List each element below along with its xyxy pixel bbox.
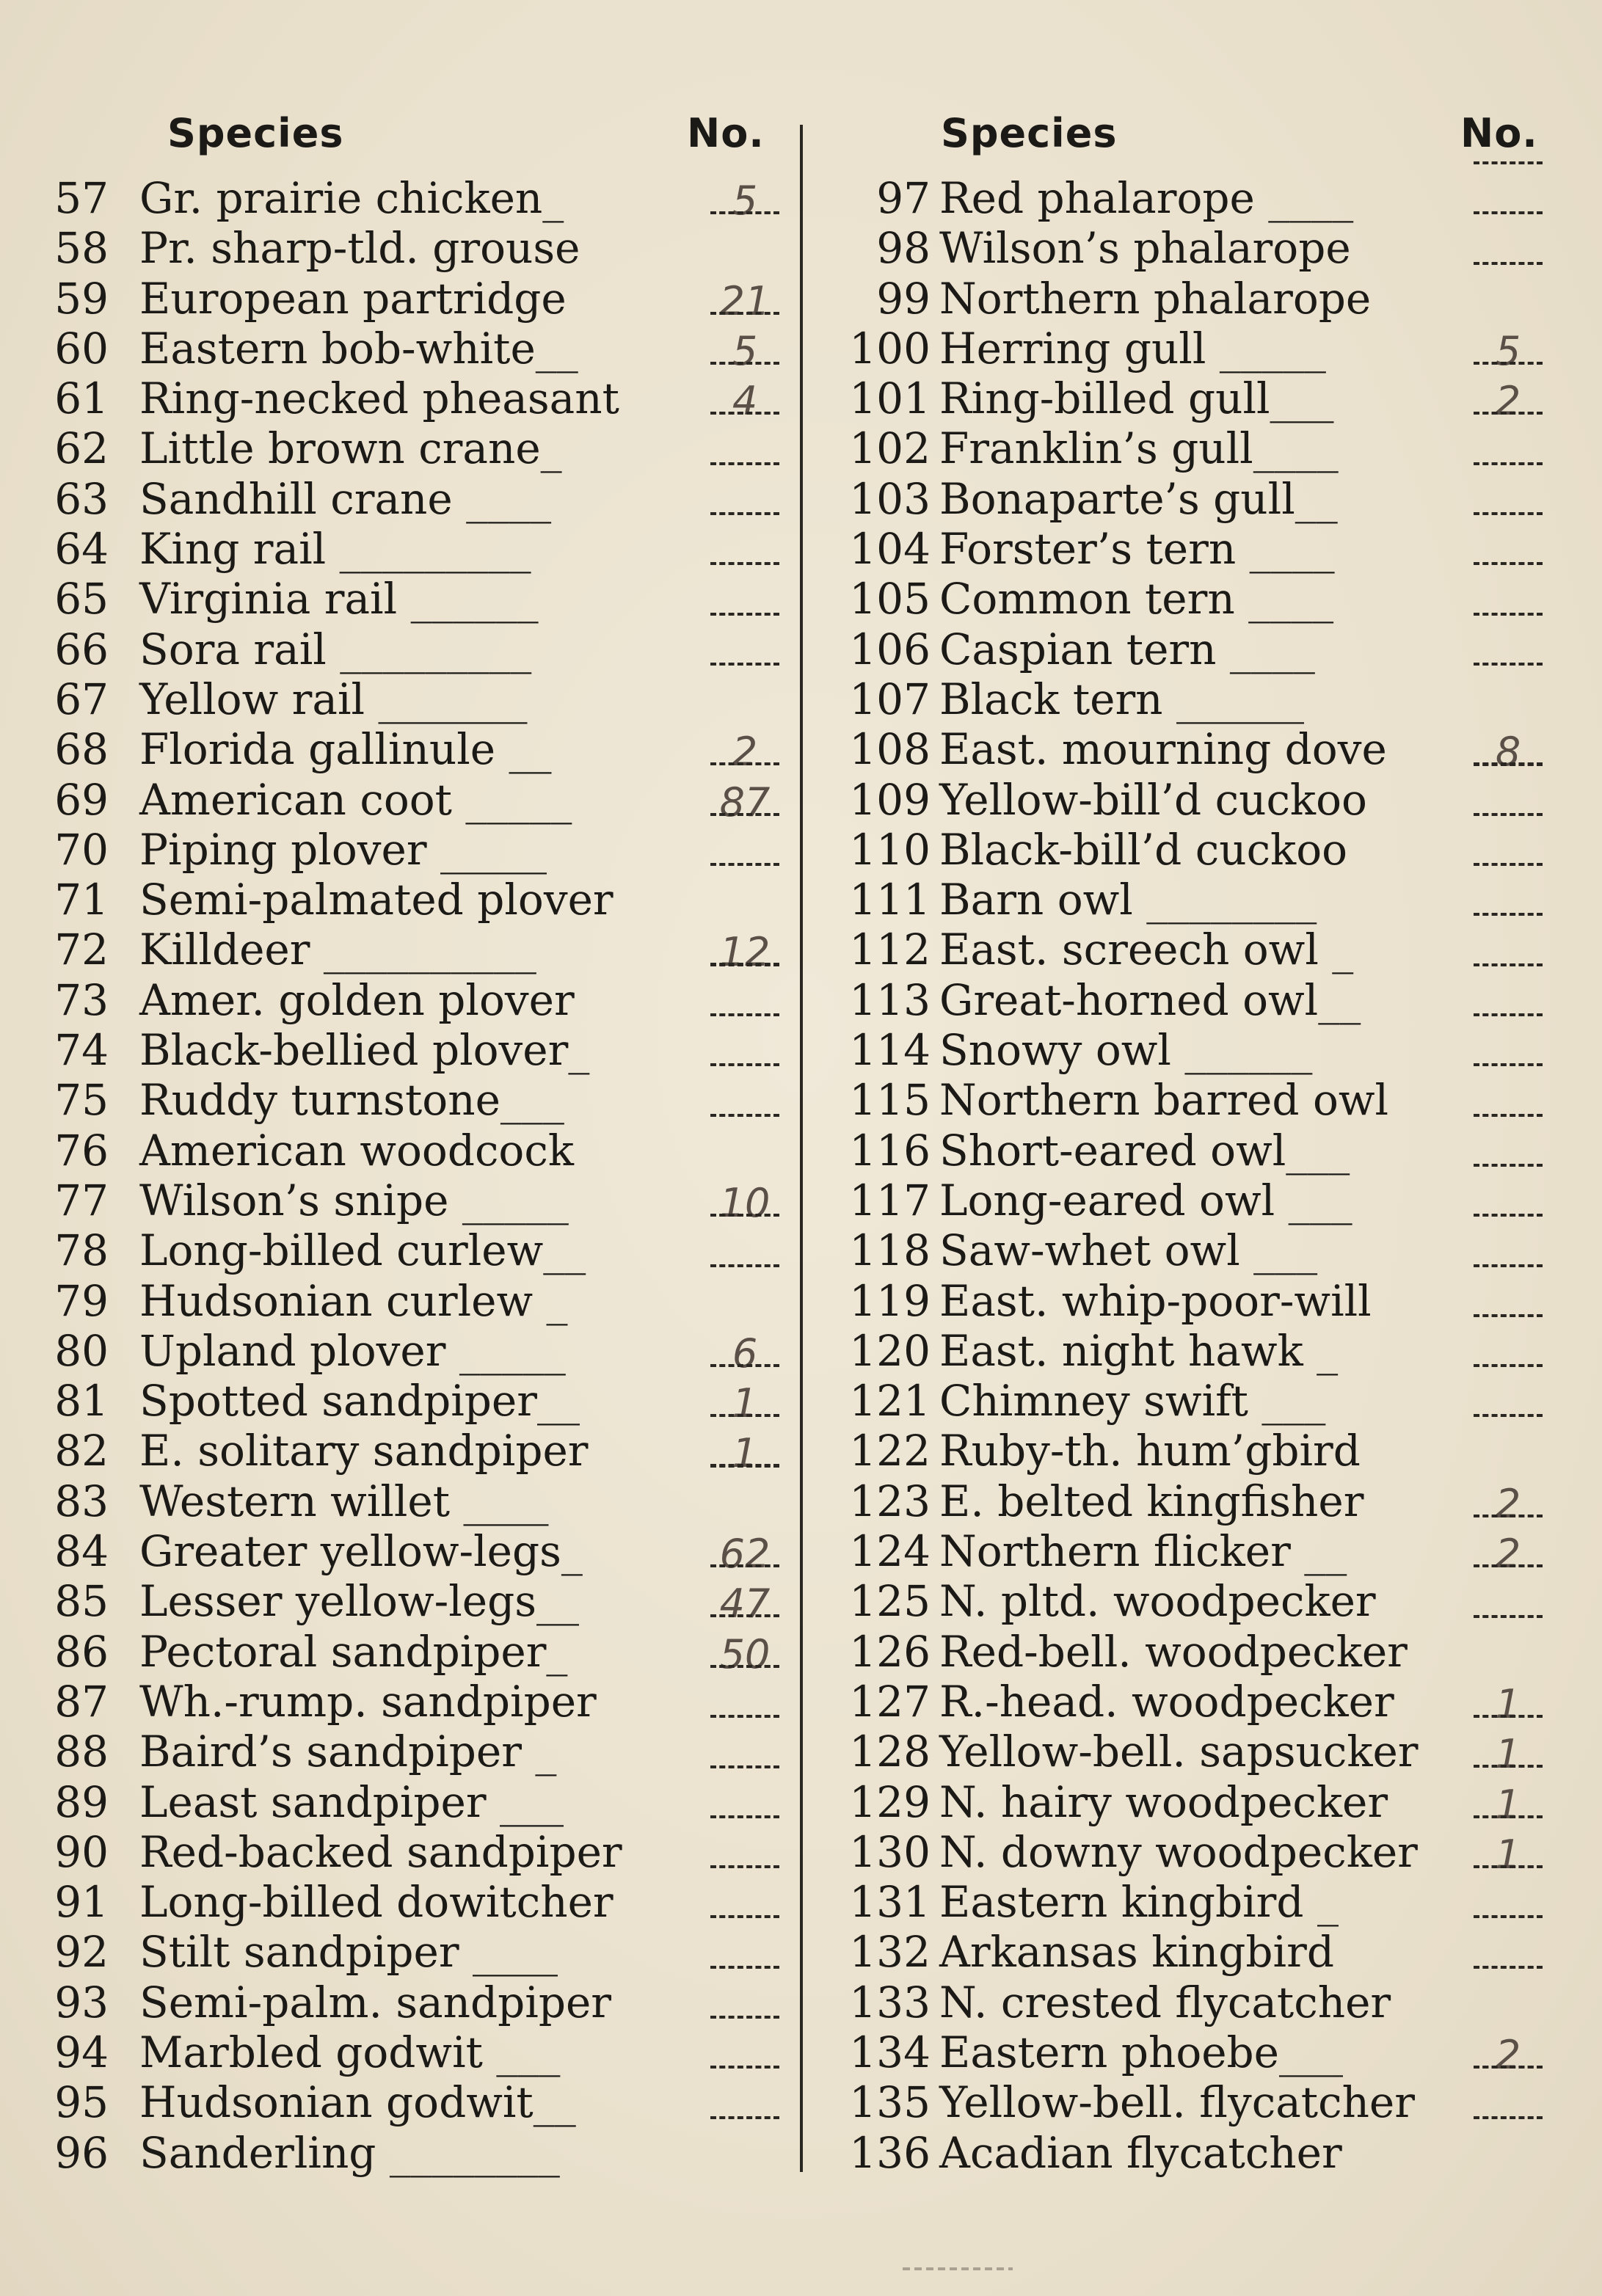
species-number: 124 (849, 1526, 931, 1577)
species-row (0, 925, 800, 974)
species-row (0, 173, 800, 223)
species-name: Amer. golden plover (139, 974, 575, 1025)
species-number: 60 (54, 323, 109, 373)
species-name: Pr. sharp-tld. grouse (139, 223, 580, 274)
species-row (0, 1426, 800, 1476)
species-number: 92 (54, 1927, 109, 1978)
species-name: Black-bill’d cuckoo (939, 824, 1348, 875)
species-row (800, 624, 1602, 674)
species-name: East. whip-poor-will (939, 1275, 1372, 1326)
species-name: Red-backed sandpiper (139, 1826, 622, 1877)
species-number: 128 (849, 1727, 931, 1777)
species-row (0, 324, 800, 373)
species-row (0, 1927, 800, 1977)
species-number: 111 (849, 875, 931, 925)
species-row (800, 2128, 1602, 2178)
species-row (800, 1827, 1602, 1877)
species-number: 115 (849, 1075, 931, 1126)
species-number: 84 (54, 1526, 109, 1577)
species-name: Yellow-bell. sapsucker (939, 1727, 1419, 1777)
tally-count: 12 (704, 927, 785, 977)
species-number: 83 (54, 1476, 109, 1526)
tally-count: 1 (1468, 1830, 1548, 1880)
species-name: Saw-whet owl ___ (939, 1225, 1318, 1276)
species-row (800, 925, 1602, 974)
species-number: 62 (54, 423, 109, 474)
species-name: Ruby-th. hum’gbird (939, 1426, 1361, 1476)
species-number: 101 (849, 373, 931, 424)
tally-count: 1 (1468, 1680, 1548, 1730)
species-row (0, 223, 800, 273)
species-name: Northern barred owl (939, 1075, 1389, 1126)
tally-count: 2 (1468, 376, 1548, 426)
species-name: Black-bellied plover_ (139, 1025, 590, 1076)
species-header: Species (167, 110, 344, 156)
species-number: 125 (849, 1576, 931, 1627)
species-name: Black tern ______ (939, 674, 1304, 724)
species-row (800, 1927, 1602, 1977)
species-name: Eastern bob-white__ (139, 323, 578, 373)
tally-count: 5 (704, 176, 785, 226)
species-name: Yellow-bill’d cuckoo (939, 774, 1367, 825)
species-row (800, 1576, 1602, 1626)
species-row (800, 1126, 1602, 1176)
species-number: 102 (849, 423, 931, 474)
species-name: Ruddy turnstone___ (139, 1075, 564, 1126)
species-row (0, 524, 800, 574)
species-row (0, 1727, 800, 1776)
species-number: 116 (849, 1125, 931, 1176)
species-number: 70 (54, 824, 109, 875)
species-number: 76 (54, 1125, 109, 1176)
species-number: 74 (54, 1025, 109, 1076)
species-row (0, 1075, 800, 1125)
species-number: 130 (849, 1826, 931, 1877)
species-name: Stilt sandpiper ____ (139, 1927, 558, 1978)
species-number: 82 (54, 1426, 109, 1476)
species-number: 133 (849, 1977, 931, 2027)
tally-count: 62 (704, 1529, 785, 1579)
species-list (0, 173, 800, 2178)
species-number: 87 (54, 1676, 109, 1727)
tally-count: 5 (704, 327, 785, 376)
species-name: Long-billed curlew__ (139, 1225, 586, 1276)
species-name: Long-eared owl ___ (939, 1175, 1352, 1225)
species-name: East. night hawk _ (939, 1325, 1339, 1376)
species-name: East. mourning dove (939, 724, 1387, 775)
species-row (0, 1877, 800, 1927)
species-number: 68 (54, 724, 109, 775)
species-name: Short-eared owl___ (939, 1125, 1350, 1176)
species-row (800, 724, 1602, 774)
species-name: Semi-palm. sandpiper (139, 1977, 612, 2027)
species-name: N. crested flycatcher (939, 1977, 1391, 2027)
species-row (0, 474, 800, 524)
species-row (800, 1426, 1602, 1476)
tally-count: 50 (704, 1630, 785, 1680)
species-number: 94 (54, 2027, 109, 2077)
species-row (0, 1176, 800, 1225)
species-name: Wilson’s phalarope (939, 223, 1351, 274)
species-name: Piping plover _____ (139, 824, 547, 875)
species-name: Yellow rail _______ (139, 674, 528, 724)
species-row (800, 1627, 1602, 1677)
species-row (0, 2077, 800, 2127)
tally-count: 2 (1468, 1529, 1548, 1579)
species-name: King rail _________ (139, 524, 531, 575)
species-row (0, 1677, 800, 1727)
species-name: Barn owl ________ (939, 875, 1317, 925)
species-number: 112 (849, 925, 931, 975)
species-number: 91 (54, 1877, 109, 1928)
species-row (800, 1526, 1602, 1576)
species-number: 108 (849, 724, 931, 775)
species-number: 100 (849, 323, 931, 373)
species-name: N. downy woodpecker (939, 1826, 1418, 1877)
species-name: Northern flicker __ (939, 1526, 1347, 1577)
species-row (800, 1176, 1602, 1225)
species-name: E. solitary sandpiper (139, 1426, 589, 1476)
species-list (800, 173, 1602, 2178)
species-row (800, 1276, 1602, 1326)
species-name: European partridge (139, 273, 567, 324)
species-row (0, 875, 800, 925)
species-number: 72 (54, 925, 109, 975)
tally-count: 21 (704, 277, 785, 327)
species-name: Semi-palmated plover (139, 875, 614, 925)
species-number: 69 (54, 774, 109, 825)
species-name: Bonaparte’s gull__ (939, 473, 1338, 524)
species-number: 61 (54, 373, 109, 424)
species-row (0, 574, 800, 624)
species-row (0, 1978, 800, 2027)
species-name: Wh.-rump. sandpiper (139, 1676, 597, 1727)
species-name: Florida gallinule __ (139, 724, 552, 775)
species-number: 117 (849, 1175, 931, 1225)
species-name: Upland plover _____ (139, 1325, 566, 1376)
species-row (0, 825, 800, 875)
species-row (0, 2128, 800, 2178)
species-number: 67 (54, 674, 109, 724)
species-row (0, 1576, 800, 1626)
species-row (800, 423, 1602, 473)
species-number: 131 (849, 1877, 931, 1928)
species-name: Hudsonian curlew _ (139, 1275, 568, 1326)
species-name: American woodcock (139, 1125, 574, 1176)
species-row (800, 1877, 1602, 1927)
species-number: 57 (54, 173, 109, 223)
species-number: 106 (849, 624, 931, 674)
species-name: East. screech owl _ (939, 925, 1354, 975)
species-row (800, 1727, 1602, 1776)
species-name: Yellow-bell. flycatcher (939, 2077, 1415, 2128)
species-name: N. hairy woodpecker (939, 1776, 1388, 1827)
species-row (0, 1326, 800, 1376)
species-number: 88 (54, 1727, 109, 1777)
species-row (800, 223, 1602, 273)
tally-count: 1 (1468, 1780, 1548, 1830)
number-header: No. (687, 110, 765, 156)
tally-count: 2 (1468, 2030, 1548, 2080)
species-name: Killdeer __________ (139, 925, 536, 975)
number-header: No. (1460, 110, 1538, 156)
species-number: 123 (849, 1476, 931, 1526)
species-number: 104 (849, 524, 931, 575)
species-row (0, 1126, 800, 1176)
species-number: 120 (849, 1325, 931, 1376)
species-number: 77 (54, 1175, 109, 1225)
tally-count: 1 (704, 1429, 785, 1479)
species-number: 118 (849, 1225, 931, 1276)
species-row (800, 2077, 1602, 2127)
species-row (800, 1777, 1602, 1827)
species-number: 85 (54, 1576, 109, 1627)
tally-count: 10 (704, 1178, 785, 1228)
species-number: 63 (54, 473, 109, 524)
species-number: 121 (849, 1376, 931, 1426)
species-number: 114 (849, 1025, 931, 1076)
tally-count: 2 (704, 727, 785, 777)
species-number: 80 (54, 1325, 109, 1376)
species-name: Marbled godwit ___ (139, 2027, 561, 2077)
species-number: 97 (876, 173, 931, 223)
species-number: 95 (54, 2077, 109, 2128)
species-name: Snowy owl ______ (939, 1025, 1313, 1076)
species-number: 105 (849, 574, 931, 624)
species-row (800, 1978, 1602, 2027)
species-name: Virginia rail ______ (139, 574, 539, 624)
tally-count: 8 (1468, 727, 1548, 777)
species-number: 86 (54, 1626, 109, 1677)
species-row (800, 1225, 1602, 1275)
species-name: Great-horned owl__ (939, 974, 1361, 1025)
species-number: 122 (849, 1426, 931, 1476)
species-row (800, 2027, 1602, 2077)
species-row (800, 674, 1602, 724)
species-row (800, 324, 1602, 373)
species-name: Caspian tern ____ (939, 624, 1315, 674)
species-number: 136 (849, 2127, 931, 2178)
species-row (800, 1677, 1602, 1727)
species-row (0, 274, 800, 324)
species-number: 119 (849, 1275, 931, 1326)
species-name: R.-head. woodpecker (939, 1676, 1394, 1727)
species-number: 65 (54, 574, 109, 624)
species-name: Sanderling ________ (139, 2127, 560, 2178)
species-name: Gr. prairie chicken_ (139, 173, 564, 223)
species-name: Forster’s tern ____ (939, 524, 1335, 575)
tally-count: 47 (704, 1579, 785, 1629)
species-name: Red phalarope ____ (939, 173, 1354, 223)
species-name: Least sandpiper ___ (139, 1776, 564, 1827)
species-name: Franklin’s gull____ (939, 423, 1339, 474)
species-name: Western willet ____ (139, 1476, 549, 1526)
species-number: 89 (54, 1776, 109, 1827)
species-number: 135 (849, 2077, 931, 2128)
species-name: Herring gull _____ (939, 323, 1326, 373)
species-number: 90 (54, 1826, 109, 1877)
species-row (0, 1225, 800, 1275)
species-name: N. pltd. woodpecker (939, 1576, 1376, 1627)
species-name: Little brown crane_ (139, 423, 562, 474)
tally-count: 4 (704, 376, 785, 426)
species-name: Hudsonian godwit__ (139, 2077, 576, 2128)
species-row (800, 173, 1602, 223)
tally-count: 87 (704, 778, 785, 828)
species-name: E. belted kingfisher (939, 1476, 1364, 1526)
species-name: Ring-billed gull___ (939, 373, 1334, 424)
species-row (0, 1376, 800, 1426)
species-row (0, 1827, 800, 1877)
species-number: 127 (849, 1676, 931, 1727)
tally-count: 1 (1468, 1730, 1548, 1779)
species-number: 66 (54, 624, 109, 674)
species-name: Northern phalarope (939, 273, 1372, 324)
species-number: 81 (54, 1376, 109, 1426)
species-name: Lesser yellow-legs__ (139, 1576, 579, 1627)
species-name: Arkansas kingbird (939, 1927, 1334, 1978)
species-row (0, 1276, 800, 1326)
species-row (0, 624, 800, 674)
species-row (0, 1627, 800, 1677)
species-row (800, 524, 1602, 574)
species-name: Eastern kingbird _ (939, 1877, 1339, 1928)
species-row (800, 875, 1602, 925)
species-row (800, 373, 1602, 423)
species-row (0, 373, 800, 423)
species-row (800, 274, 1602, 324)
species-row (800, 474, 1602, 524)
species-row (800, 825, 1602, 875)
species-row (800, 1025, 1602, 1075)
species-number: 73 (54, 974, 109, 1025)
species-number: 129 (849, 1776, 931, 1827)
species-row (0, 975, 800, 1025)
species-name: Sandhill crane ____ (139, 473, 552, 524)
species-row (0, 724, 800, 774)
species-number: 103 (849, 473, 931, 524)
species-row (0, 1777, 800, 1827)
species-name: Spotted sandpiper__ (139, 1376, 580, 1426)
species-row (800, 1476, 1602, 1526)
species-number: 134 (849, 2027, 931, 2077)
species-row (0, 1476, 800, 1526)
species-number: 96 (54, 2127, 109, 2178)
species-row (800, 1326, 1602, 1376)
species-name: Common tern ____ (939, 574, 1334, 624)
species-name: Greater yellow-legs_ (139, 1526, 583, 1577)
species-row (800, 975, 1602, 1025)
tally-count: 2 (1468, 1479, 1548, 1529)
species-row (800, 574, 1602, 624)
species-name: Long-billed dowitcher (139, 1877, 614, 1928)
species-number: 58 (54, 223, 109, 274)
species-number: 126 (849, 1626, 931, 1677)
species-row (0, 423, 800, 473)
species-row (800, 1075, 1602, 1125)
species-number: 132 (849, 1927, 931, 1978)
species-number: 93 (54, 1977, 109, 2027)
species-number: 113 (849, 974, 931, 1025)
species-number: 59 (54, 273, 109, 324)
species-row (0, 674, 800, 724)
species-number: 109 (849, 774, 931, 825)
species-number: 79 (54, 1275, 109, 1326)
species-number: 110 (849, 824, 931, 875)
species-name: Baird’s sandpiper _ (139, 1727, 557, 1777)
species-number: 75 (54, 1075, 109, 1126)
species-number: 98 (876, 223, 931, 274)
species-name: Pectoral sandpiper_ (139, 1626, 568, 1677)
species-number: 78 (54, 1225, 109, 1276)
species-row (0, 2027, 800, 2077)
tally-count: 1 (704, 1379, 785, 1429)
species-number: 71 (54, 875, 109, 925)
species-header: Species (941, 110, 1118, 156)
species-name: Red-bell. woodpecker (939, 1626, 1408, 1677)
species-row (800, 775, 1602, 825)
species-number: 99 (876, 273, 931, 324)
species-name: Chimney swift ___ (939, 1376, 1326, 1426)
species-number: 107 (849, 674, 931, 724)
species-name: Eastern phoebe___ (939, 2027, 1344, 2077)
page-smudge (903, 2267, 1013, 2270)
species-name: Ring-necked pheasant (139, 373, 619, 424)
species-row (0, 1025, 800, 1075)
tally-count: 5 (1468, 327, 1548, 376)
species-row (800, 1376, 1602, 1426)
species-row (0, 775, 800, 825)
species-name: Sora rail _________ (139, 624, 532, 674)
species-name: American coot _____ (139, 774, 572, 825)
species-number: 64 (54, 524, 109, 575)
species-name: Acadian flycatcher (939, 2127, 1342, 2178)
tally-count: 6 (704, 1329, 785, 1379)
species-name: Wilson’s snipe _____ (139, 1175, 569, 1225)
species-row (0, 1526, 800, 1576)
